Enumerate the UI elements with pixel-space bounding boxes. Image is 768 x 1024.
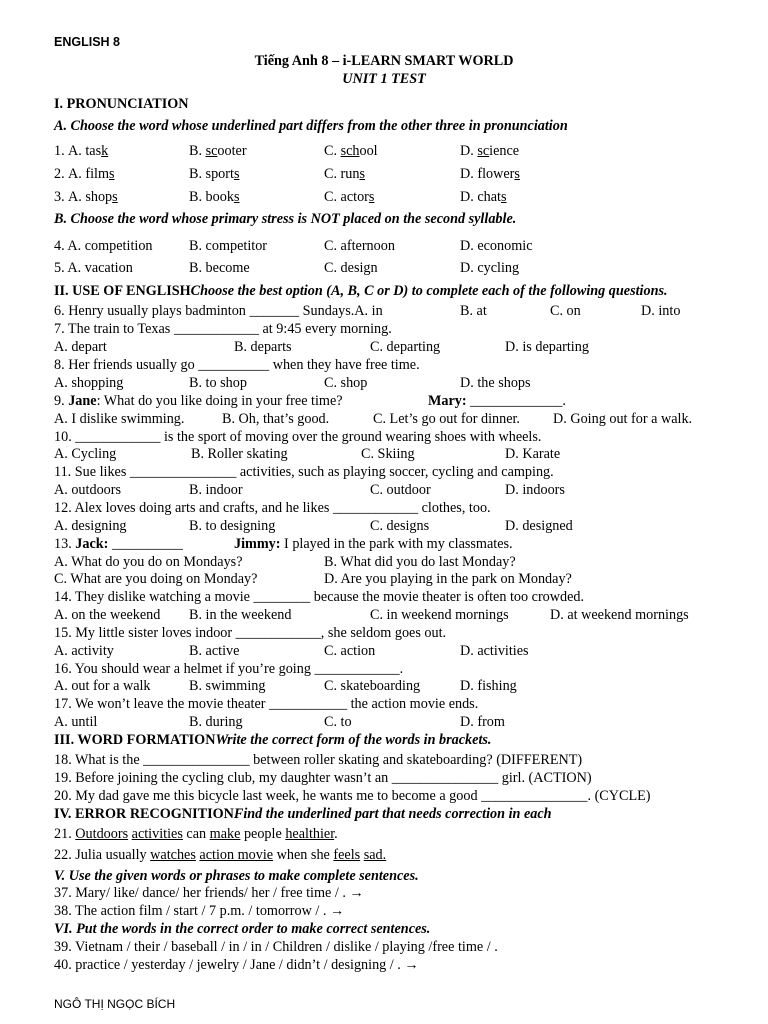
option-c: C. in weekend mornings: [370, 607, 509, 623]
question-stem: 10. ____________ is the sport of moving over the ground wearing shoes with wheels.: [54, 429, 542, 445]
option-c: C. actors: [324, 189, 375, 205]
option-b: B. Oh, that’s good.: [222, 411, 330, 427]
option-b: B. to designing: [189, 518, 276, 534]
question-stem: 19. Before joining the cycling club, my daughter wasn’t an _______________ girl. (ACTION): [54, 770, 592, 786]
option-a: A. shops: [68, 189, 118, 205]
question-stem: 13. Jack: __________ Jimmy: I played in the park with my classmates.: [54, 536, 513, 552]
option-b: B. swimming: [189, 678, 266, 694]
document-subtitle: UNIT 1 TEST: [342, 71, 426, 87]
option-d: D. at weekend mornings: [550, 607, 689, 623]
option-b: B. active: [189, 643, 240, 659]
option-c: C. design: [324, 260, 378, 276]
question-stem: 40. practice / yesterday / jewelry / Jane / didn’t / designing / . →: [54, 957, 419, 973]
question-row: [54, 303, 681, 321]
option-c: C. Skiing: [361, 446, 415, 462]
option-b: B. sports: [189, 166, 240, 182]
option-d: D. into: [641, 303, 681, 319]
document-title: Tiếng Anh 8 – i-LEARN SMART WORLD: [254, 53, 514, 69]
option-a: A. until: [54, 714, 98, 730]
question-stem: 15. My little sister loves indoor ____________, she seldom goes out.: [54, 625, 447, 641]
instruction: VI. Put the words in the correct order to make correct sentences.: [54, 921, 431, 937]
option-a: A. task: [68, 143, 109, 159]
option-b: B. during: [189, 714, 243, 730]
course-label: ENGLISH 8: [54, 35, 120, 49]
question-stem: 6. Henry usually plays badminton _______ Sundays.: [54, 303, 355, 319]
option-a: 4. A. competition: [54, 238, 153, 254]
question-row: [54, 143, 520, 161]
question-stem: 7. The train to Texas ____________ at 9:45 every morning.: [54, 321, 392, 337]
author-footer: NGÔ THỊ NGỌC BÍCH: [54, 997, 176, 1011]
option-b: B. become: [189, 260, 250, 276]
option-d: D. economic: [460, 238, 533, 254]
option-b: B. What did you do last Monday?: [324, 554, 516, 570]
option-a: A. designing: [54, 518, 127, 534]
option-a: A. films: [68, 166, 115, 182]
option-c: C. What are you doing on Monday?: [54, 571, 258, 587]
option-d: D. Are you playing in the park on Monday?: [324, 571, 572, 587]
option-c: C. Let’s go out for dinner.: [373, 411, 520, 427]
section-heading: I. PRONUNCIATION: [54, 96, 189, 112]
question-stem: 38. The action film / start / 7 p.m. / tomorrow / . →: [54, 903, 345, 919]
option-a: A. activity: [54, 643, 114, 659]
option-a: A. depart: [54, 339, 107, 355]
option-c: C. outdoor: [370, 482, 431, 498]
option-b: B. books: [189, 189, 240, 205]
question-stem: 18. What is the _______________ between roller skating and skateboarding? (DIFFERENT): [54, 752, 583, 768]
question-number: 1.: [54, 143, 65, 159]
option-c: C. departing: [370, 339, 441, 355]
question-stem: 8. Her friends usually go __________ when they have free time.: [54, 357, 420, 373]
instruction: A. Choose the word whose underlined part differs from the other three in pronunciation: [54, 118, 568, 134]
option-c: C. runs: [324, 166, 365, 182]
option-b: B. Roller skating: [191, 446, 288, 462]
option-a: A. on the weekend: [54, 607, 161, 623]
question-row: [54, 189, 507, 207]
option-d: D. activities: [460, 643, 529, 659]
question-stem: 22. Julia usually watches action movie when she feels sad.: [54, 847, 387, 863]
question-stem: 39. Vietnam / their / baseball / in / in / Children / dislike / playing /free time / .: [54, 939, 498, 955]
option-d: D. fishing: [460, 678, 517, 694]
option-c: C. to: [324, 714, 352, 730]
option-d: D. chats: [460, 189, 507, 205]
option-b: B. scooter: [189, 143, 247, 159]
section-heading: III. WORD FORMATIONWrite the correct form of the words in brackets.: [54, 732, 492, 748]
option-c: C. school: [324, 143, 378, 159]
option-d: D. cycling: [460, 260, 520, 276]
question-stem: 11. Sue likes _______________ activities, such as playing soccer, cycling and camping.: [54, 464, 554, 480]
option-a: A. outdoors: [54, 482, 121, 498]
option-d: D. Karate: [505, 446, 561, 462]
question-stem: 9. Jane: What do you like doing in your free time? Mary: _____________.: [54, 393, 566, 409]
option-c: C. shop: [324, 375, 368, 391]
option-d: D. science: [460, 143, 520, 159]
option-d: D. Going out for a walk.: [553, 411, 693, 427]
question-number: 2.: [54, 166, 65, 182]
question-stem: 17. We won’t leave the movie theater ___________ the action movie ends.: [54, 696, 479, 712]
option-a: A. What do you do on Mondays?: [54, 554, 243, 570]
question-stem: 21. Outdoors activities can make people healthier.: [54, 826, 338, 842]
option-b: B. indoor: [189, 482, 243, 498]
option-c: C. afternoon: [324, 238, 395, 254]
section-heading: IV. ERROR RECOGNITIONFind the underlined part that needs correction in each: [54, 806, 552, 822]
option-c: C. on: [550, 303, 581, 319]
option-d: D. is departing: [505, 339, 589, 355]
section-heading: II. USE OF ENGLISHChoose the best option (A, B, C or D) to complete each of the following questions.: [54, 283, 668, 299]
option-a: 5. A. vacation: [54, 260, 133, 276]
option-c: C. skateboarding: [324, 678, 421, 694]
option-a: A. I dislike swimming.: [54, 411, 185, 427]
instruction: B. Choose the word whose primary stress is NOT placed on the second syllable.: [54, 211, 517, 227]
question-stem: 16. You should wear a helmet if you’re going ____________.: [54, 661, 404, 677]
option-a: A. Cycling: [54, 446, 117, 462]
option-b: B. competitor: [189, 238, 268, 254]
option-c: C. action: [324, 643, 376, 659]
question-stem: 37. Mary/ like/ dance/ her friends/ her / free time / . →: [54, 885, 364, 901]
option-d: D. the shops: [460, 375, 531, 391]
option-d: D. flowers: [460, 166, 520, 182]
option-b: B. departs: [234, 339, 292, 355]
question-stem: 12. Alex loves doing arts and crafts, and he likes ____________ clothes, too.: [54, 500, 491, 516]
question-number: 3.: [54, 189, 65, 205]
option-a: A. shopping: [54, 375, 124, 391]
option-a: A. in: [354, 303, 383, 319]
option-a: A. out for a walk: [54, 678, 151, 694]
question-stem: 14. They dislike watching a movie ________ because the movie theater is often too crowded.: [54, 589, 585, 605]
question-stem: 20. My dad gave me this bicycle last week, he wants me to become a good _______________. (CYCLE): [54, 788, 651, 804]
option-c: C. designs: [370, 518, 430, 534]
option-d: D. designed: [505, 518, 573, 534]
option-b: B. in the weekend: [189, 607, 292, 623]
instruction: V. Use the given words or phrases to make complete sentences.: [54, 868, 419, 884]
option-b: B. at: [460, 303, 487, 319]
option-b: B. to shop: [189, 375, 247, 391]
option-d: D. from: [460, 714, 505, 730]
question-row: [54, 166, 520, 184]
option-d: D. indoors: [505, 482, 565, 498]
